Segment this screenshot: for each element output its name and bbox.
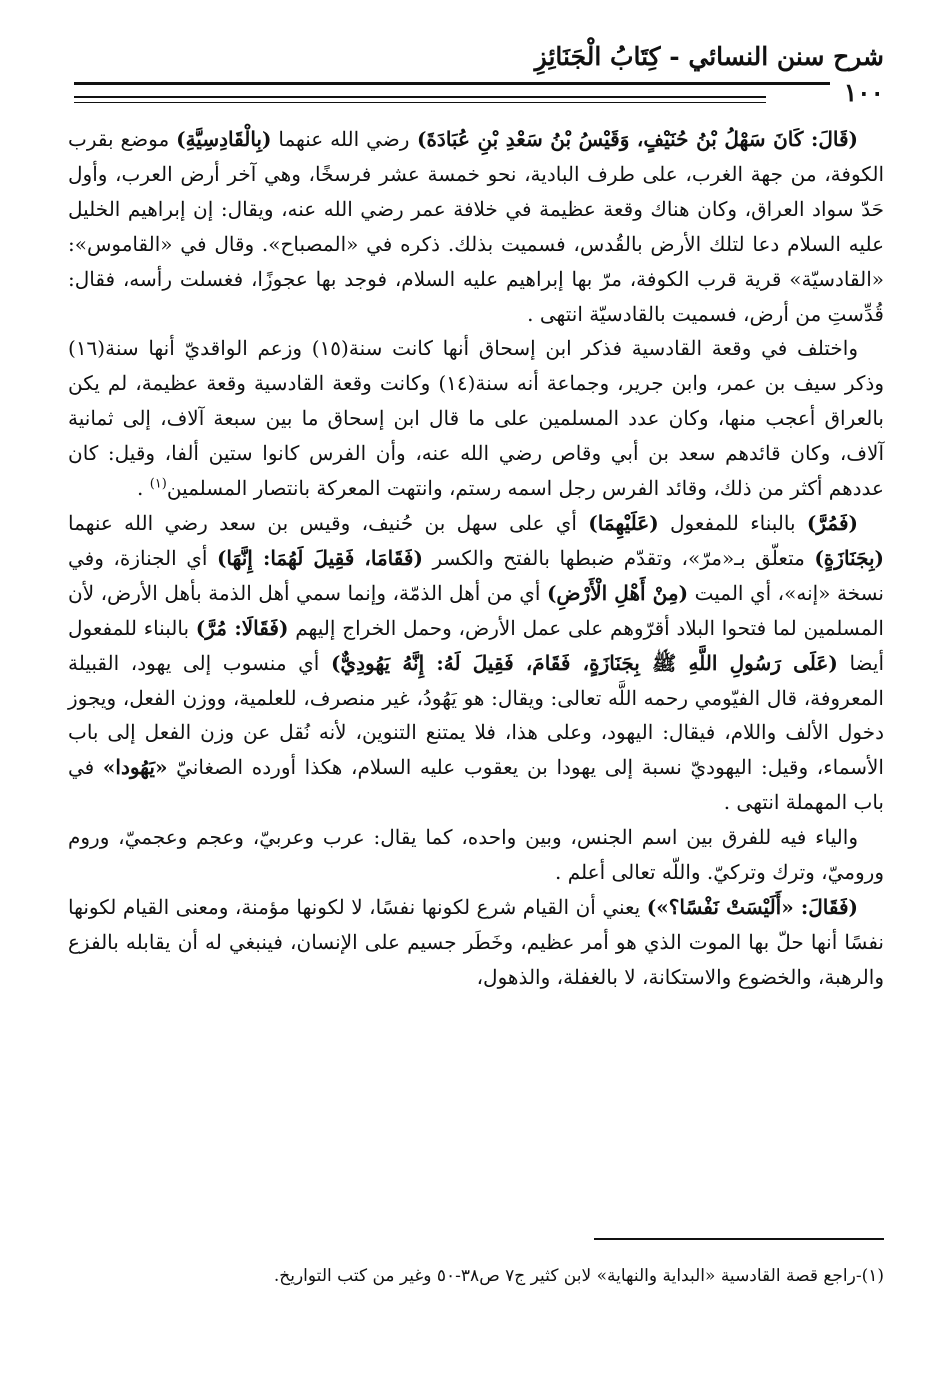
commentary-text: موضع بقرب الكوفة، من جهة الغرب، على طرف البادية، نحو خمسة عشر فرسخًا، وهي آخر أرض العرب، وأول حَدّ سواد العراق، وكان هناك وقعة عظيمة في خلافة عمر رضي الله عنه، ويقال: إن إبراهيم الخليل عليه السلام دعا لتلك الأرض بالقُدس، فسميت بذلك. ذكره في «المصباح». وقال في «القاموس»: «القادسيّة» قرية قرب الكوفة، مرّ بها إبراهيم عليه السلام، فوجد بها عجوزًا، فغسلت رأسه، فقال: قُدِّستِ من أرض، فسميت بالقادسيّة انتهى . [68,127,884,326]
quoted-hadith-text: (مِنْ أَهْلِ الْأَرْضِ) [546,580,689,605]
paragraph [68,820,884,890]
footnote: (١)-راجع قصة القادسية «البداية والنهاية» لابن كثير ج٧ ص٣٨-٥٠ وغير من كتب التواريخ. [273,1266,884,1286]
quoted-hadith-text: (قَالَ: كَانَ سَهْلُ بْنُ حُنَيْفٍ، وَقَيْسُ بْنُ سَعْدِ بْنِ عُبَادَةَ) [409,127,858,151]
commentary-text: بالبناء للمفعول [658,510,807,535]
paragraph [68,506,884,820]
page-number-row [74,78,884,114]
quoted-hadith-text: (بِجَنَازَةٍ) [814,545,885,570]
footnote-rule [594,1238,884,1240]
quoted-hadith-text: (عَلَيْهِمَا) [588,510,659,535]
commentary-text: أي منسوب إلى يهود، القبيلة المعروفة، قال الفيّومي رحمه اللَّه تعالى: ويقال: هو يَهُودُ، غير منصرف، للعلمية، ووزن الفعل، ويجوز دخول الألف واللام، فيقال: اليهود، وعلى هذا، فلا يمتنع التنوين، لأنه نُقل عن وزن الفعل إلى باب الأسماء، وقيل: اليهوديّ نسبة إلى يهودا بن يعقوب عليه السلام، هكذا أورده الصغانيّ [68,650,884,780]
paragraph [68,331,884,506]
footnote-reference: (١) [149,476,167,492]
quoted-hadith-text: (عَلَى رَسُولِ اللَّهِ ﷺ بِجَنَازَةٍ، فَقَامَ، فَقِيلَ لَهُ: إِنَّهُ يَهُودِيٌّ) [330,650,838,675]
page-number: ١٠٠ [830,78,884,107]
paragraph [68,890,884,995]
paragraph [68,122,884,331]
commentary-text: رضي الله عنهما [271,127,410,151]
quoted-hadith-text: (فَقَامَا، فَقِيلَ لَهُمَا: إِنَّهَا) [216,545,423,570]
page-header [74,42,884,82]
commentary-text: يعني أن القيام شرع لكونها نفسًا، لا لكونها مؤمنة، ومعنى القيام لكونها نفسًا أنها حلّ بها الموت الذي هو أمر عظيم، وخَطَر جسيم على الإنسان، فينبغي له أن يقابله بالفزع والرهبة، والخضوع والاستكانة، لا بالغفلة، والذهول، [68,894,884,989]
commentary-text: واختلف في وقعة القادسية فذكر ابن إسحاق أنها كانت سنة(١٥) وزعم الواقديّ أنها سنة(١٦) وذكر سيف بن عمر، وابن جرير، وجماعة أنه سنة(١٤) وكانت وقعة القادسية وقعة عظيمة، لم يكن بالعراق أعجب منها، وكان عدد المسلمين على ما قال ابن إسحاق ما بين سبعة آلاف، إلى ثمانية آلاف، وكان قائدهم سعد بن أبي وقاص رضي الله عنه، وأن الفرس كانوا ستين ألفا، وقيل: كان عددهم أكثر من ذلك، وقائد الفرس رجل اسمه رستم، وانتهت المعركة بانتصار المسلمين [68,336,884,501]
quoted-hadith-text: (فَقَالَا: مُرَّ) [195,615,289,640]
commentary-text: في باب المهملة انتهى . [68,755,884,815]
commentary-text: أي من أهل الذمّة، وإنما سمي أهل الذمة بأهل الأرض، لأن المسلمين لما فتحوا البلاد أقرّوهم على عمل الأرض، وحمل الخراج إليهم [68,580,884,640]
commentary-text: . [137,476,150,501]
running-title: شرح سنن النسائي - كِتَابُ الْجَنَائِزِ [534,42,884,71]
page-number-rule-thin [74,102,766,103]
quoted-hadith-text: (فَقَالَ: «أَلَيْسَتْ نَفْسًا؟») [646,894,859,919]
quoted-hadith-text: (بِالْقَادِسِيَّةِ) [176,127,272,151]
commentary-text: أي على سهل بن حُنيف، وقيس بن سعد رضي الله عنهما [68,510,589,535]
commentary-text: بالبناء للمفعول أيضا [68,615,885,675]
quoted-hadith-text: «يَهُودا» [102,755,168,780]
main-text [68,122,884,995]
commentary-text: أي الجنازة، وفي نسخة «إنه»، أي الميت [68,545,885,605]
page-number-rule-thick [74,96,766,98]
quoted-hadith-text: (فَمُرَّ) [806,510,858,535]
commentary-text: والياء فيه للفرق بين اسم الجنس، وبين واحده، كما يقال: عرب وعربيّ، وعجم وعجميّ، وروم وروميّ، وترك وتركيّ. واللّه تعالى أعلم . [68,825,884,885]
commentary-text: متعلّق بـ«مرّ»، وتقدّم ضبطها بالفتح والكسر [422,545,815,570]
